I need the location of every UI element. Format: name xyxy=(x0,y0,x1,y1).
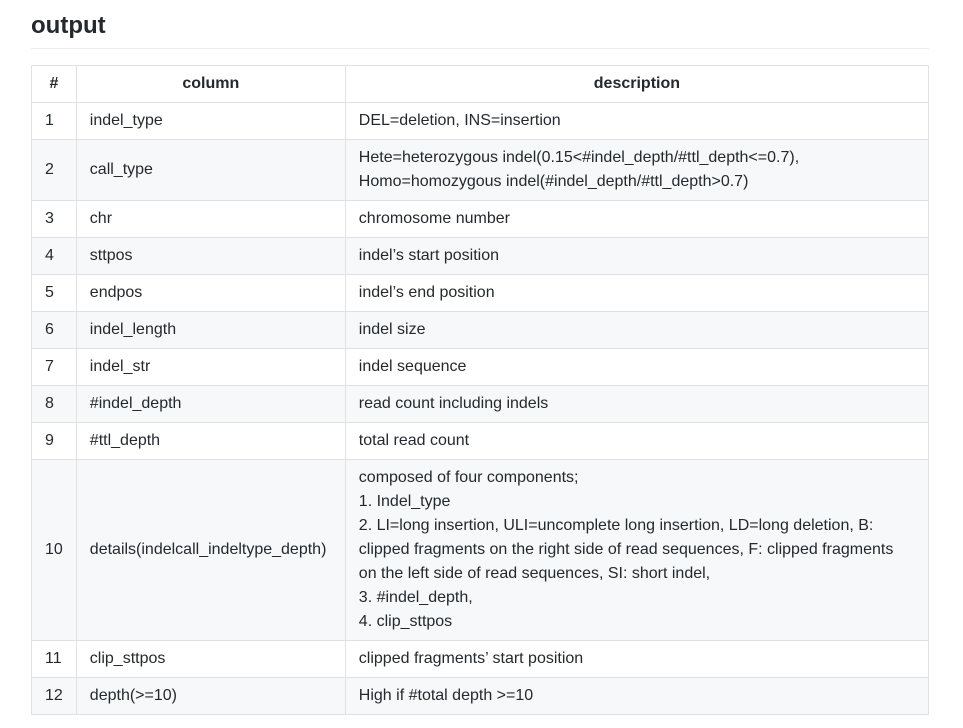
description-line: 2. LI=long insertion, ULI=uncomplete long insertion, LD=long deletion, B: xyxy=(358,517,874,534)
column-name: sttpos xyxy=(76,238,345,275)
row-number: 8 xyxy=(32,386,77,423)
description-line: chromosome number xyxy=(358,210,510,227)
description-line: on the left side of read sequences, SI: short indel, xyxy=(358,565,711,582)
column-description xyxy=(345,201,928,238)
table-row xyxy=(32,238,929,275)
column-description xyxy=(345,312,928,349)
description-line: clipped fragments’ start position xyxy=(358,650,584,667)
column-name: endpos xyxy=(76,275,345,312)
description-line: composed of four components; xyxy=(358,469,579,486)
table-row xyxy=(32,641,929,678)
column-description xyxy=(345,140,928,201)
description-line: High if #total depth >=10 xyxy=(358,687,534,704)
table-row xyxy=(32,349,929,386)
table-row xyxy=(32,140,929,201)
header-description: description xyxy=(345,66,928,103)
table-row xyxy=(32,678,929,715)
description-line: 1. Indel_type xyxy=(358,493,451,510)
column-name: #indel_depth xyxy=(76,386,345,423)
description-line: read count including indels xyxy=(358,395,549,412)
column-description xyxy=(345,641,928,678)
output-columns-table xyxy=(31,65,929,715)
column-name: indel_str xyxy=(76,349,345,386)
column-description xyxy=(345,103,928,140)
markdown-body xyxy=(31,0,929,715)
column-description xyxy=(345,423,928,460)
row-number: 9 xyxy=(32,423,77,460)
row-number: 10 xyxy=(32,460,77,641)
column-description xyxy=(345,386,928,423)
header-number: # xyxy=(32,66,77,103)
row-number: 3 xyxy=(32,201,77,238)
column-description xyxy=(345,460,928,641)
row-number: 4 xyxy=(32,238,77,275)
row-number: 5 xyxy=(32,275,77,312)
description-line: 4. clip_sttpos xyxy=(358,613,453,630)
column-description xyxy=(345,678,928,715)
section-heading: output xyxy=(31,0,929,49)
column-name: chr xyxy=(76,201,345,238)
table-row xyxy=(32,201,929,238)
description-line: DEL=deletion, INS=insertion xyxy=(358,112,561,129)
column-name: indel_type xyxy=(76,103,345,140)
row-number: 7 xyxy=(32,349,77,386)
description-line: indel’s end position xyxy=(358,284,495,301)
description-line: indel sequence xyxy=(358,358,467,375)
header-column: column xyxy=(76,66,345,103)
description-line: total read count xyxy=(358,432,470,449)
column-name: depth(>=10) xyxy=(76,678,345,715)
table-row xyxy=(32,312,929,349)
table-row xyxy=(32,460,929,641)
table-row xyxy=(32,275,929,312)
column-name: #ttl_depth xyxy=(76,423,345,460)
table-row xyxy=(32,423,929,460)
table-header xyxy=(32,66,929,103)
row-number: 2 xyxy=(32,140,77,201)
description-line: 3. #indel_depth, xyxy=(358,589,473,606)
description-line: clipped fragments on the right side of read sequences, F: clipped fragments xyxy=(358,541,894,558)
column-name: details(indelcall_indeltype_depth) xyxy=(76,460,345,641)
description-line: indel size xyxy=(358,321,426,338)
row-number: 1 xyxy=(32,103,77,140)
table-row xyxy=(32,386,929,423)
column-description xyxy=(345,238,928,275)
table-body xyxy=(32,103,929,715)
column-name: call_type xyxy=(76,140,345,201)
description-line: Homo=homozygous indel(#indel_depth/#ttl_depth>0.7) xyxy=(358,173,749,190)
column-description xyxy=(345,275,928,312)
column-description xyxy=(345,349,928,386)
row-number: 12 xyxy=(32,678,77,715)
row-number: 11 xyxy=(32,641,77,678)
table-row xyxy=(32,103,929,140)
column-name: clip_sttpos xyxy=(76,641,345,678)
row-number: 6 xyxy=(32,312,77,349)
header-row xyxy=(32,66,929,103)
description-line: indel’s start position xyxy=(358,247,500,264)
column-name: indel_length xyxy=(76,312,345,349)
description-line: Hete=heterozygous indel(0.15<#indel_depth/#ttl_depth<=0.7), xyxy=(358,149,800,166)
